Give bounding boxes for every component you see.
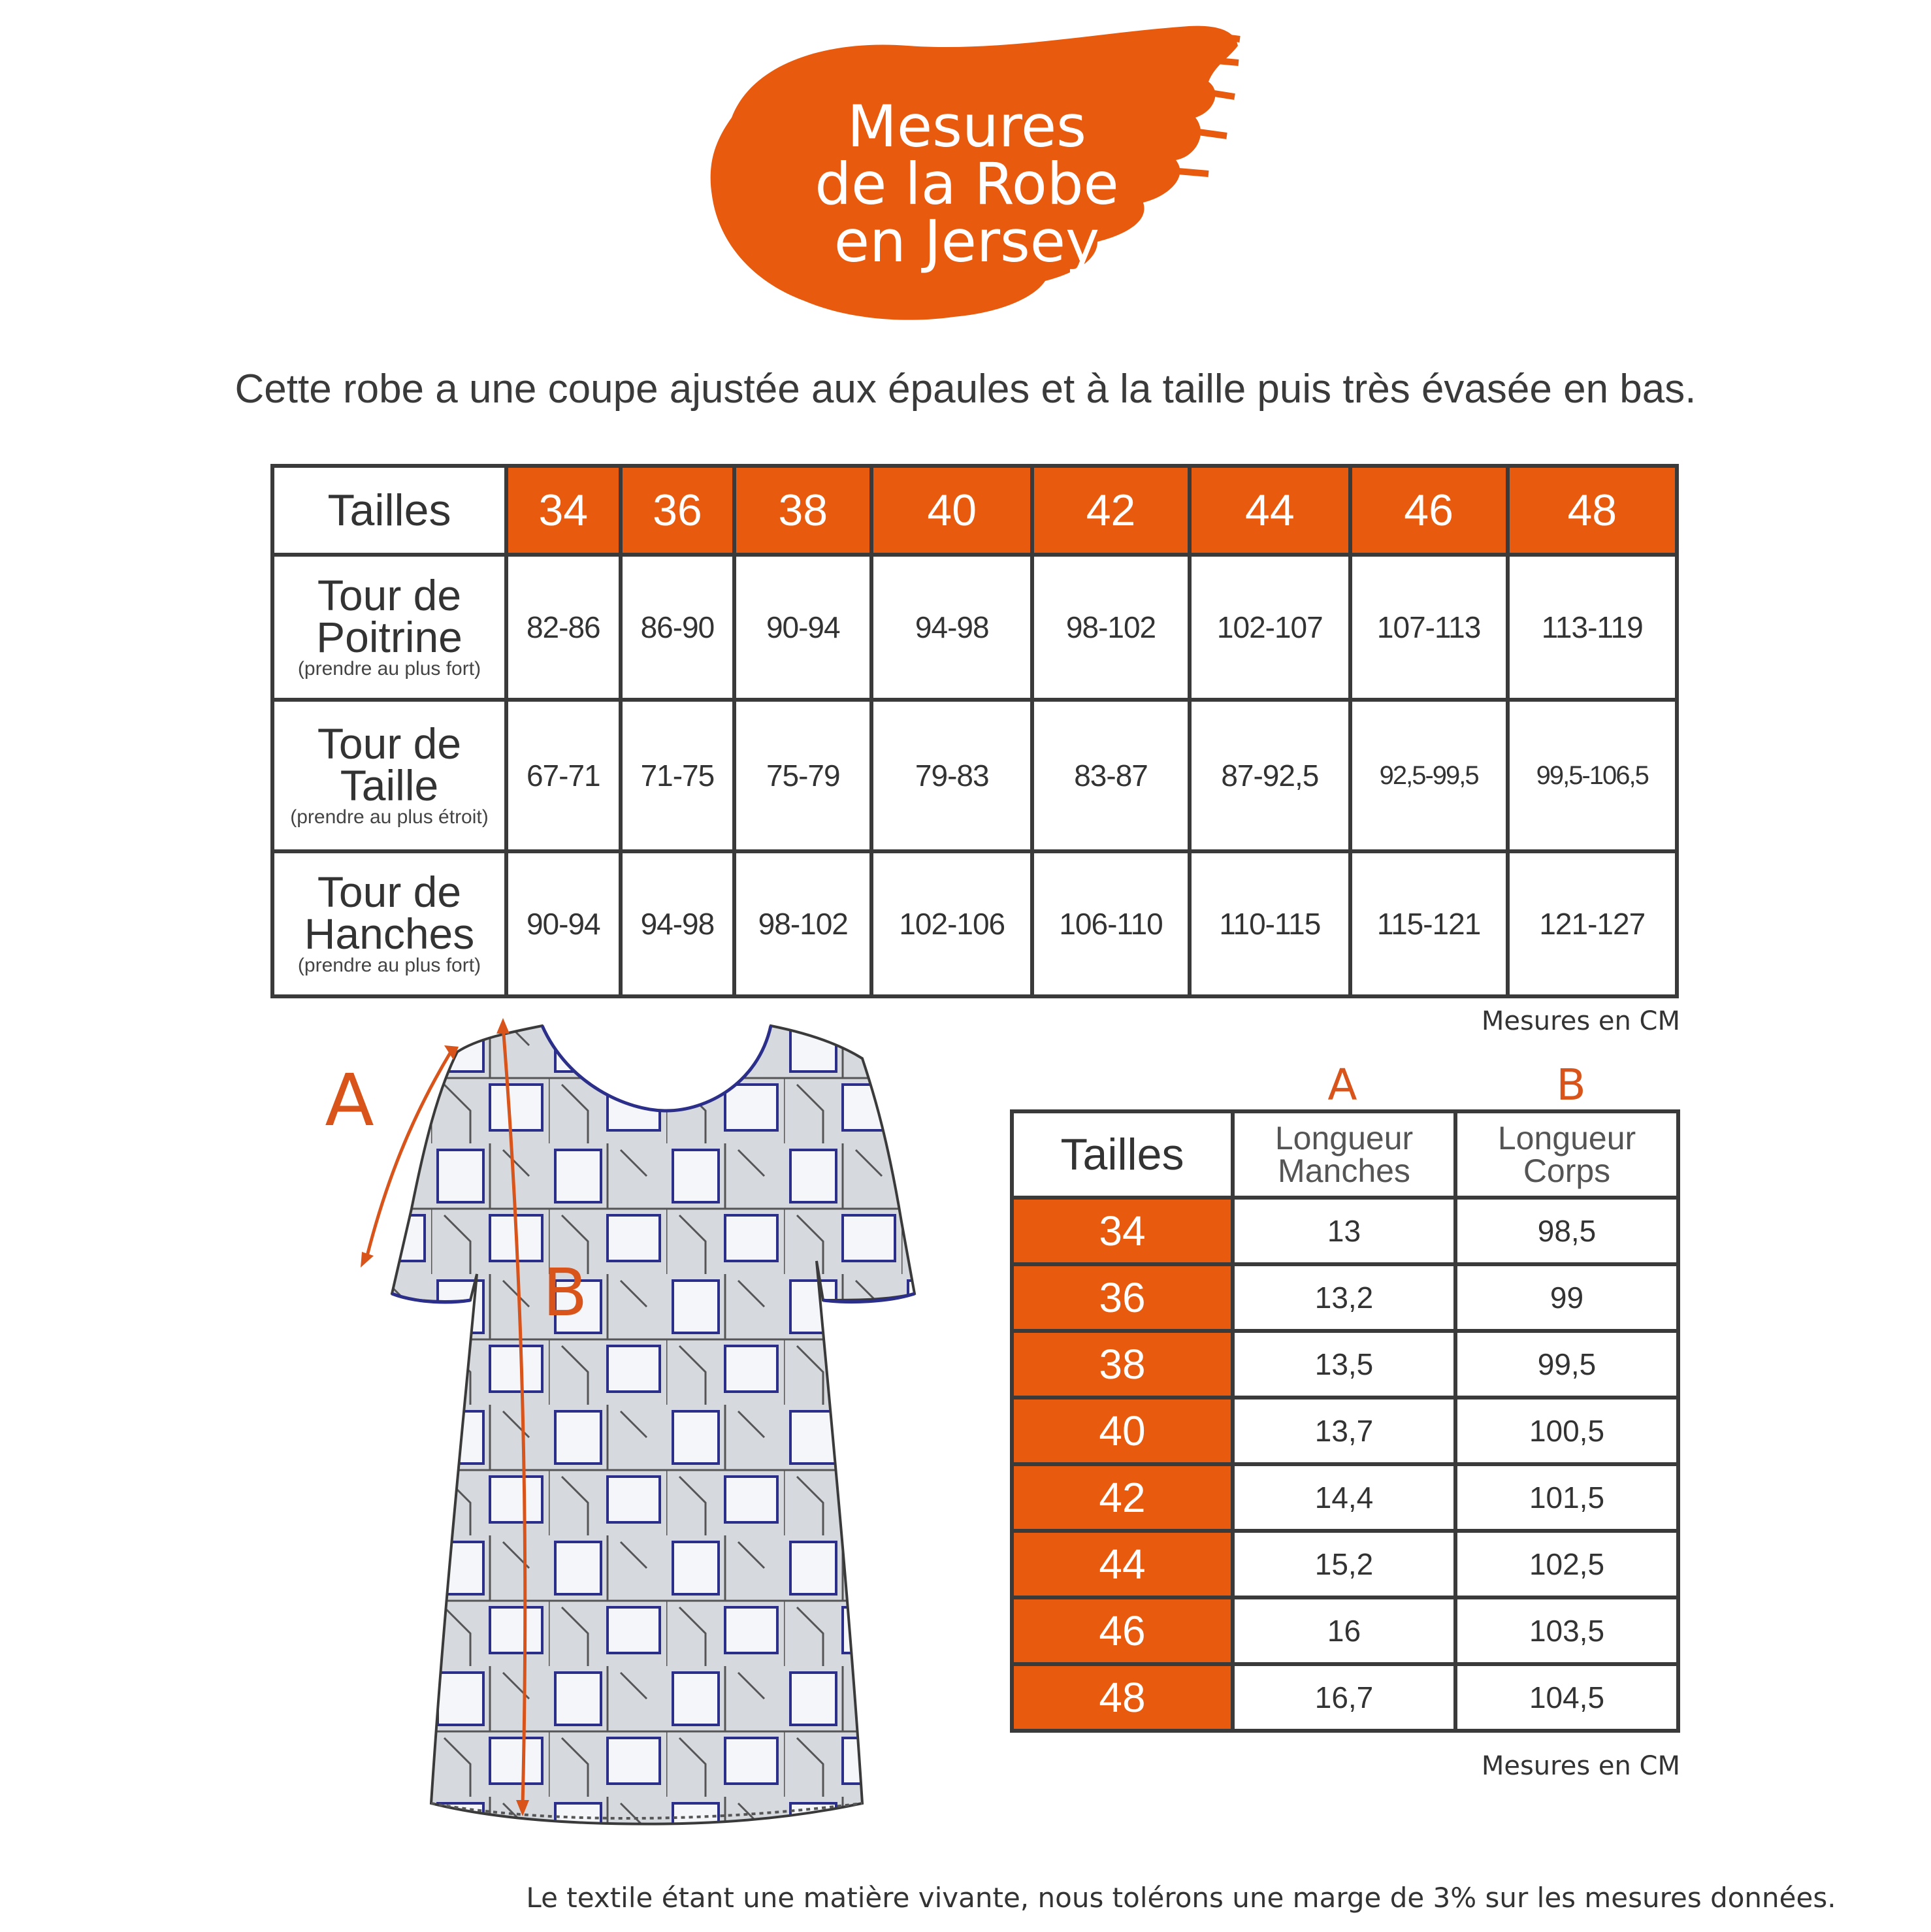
size-cell: 42 [1012, 1464, 1233, 1531]
row-label [272, 851, 506, 996]
column-letter-a: A [1327, 1060, 1357, 1110]
table-cell: 16 [1233, 1597, 1455, 1664]
table-cell: 103,5 [1455, 1597, 1678, 1664]
table-cell: 94-98 [621, 851, 735, 996]
header-size: 36 [621, 466, 735, 555]
table-cell: 13,7 [1233, 1398, 1455, 1464]
table-cell: 98,5 [1455, 1198, 1678, 1264]
row-label [272, 700, 506, 851]
table-cell: 115-121 [1350, 851, 1508, 996]
table-cell: 98-102 [734, 851, 871, 996]
table-cell: 113-119 [1508, 555, 1677, 700]
row-label-line: Taille [340, 761, 439, 810]
description-text: Cette robe a une coupe ajustée aux épaules et à la taille puis très évasée en bas. [235, 367, 1696, 412]
table-cell: 99 [1455, 1264, 1678, 1331]
size-cell: 46 [1012, 1597, 1233, 1664]
table-cell: 102,5 [1455, 1531, 1678, 1597]
table-cell: 121-127 [1508, 851, 1677, 996]
unit-note: Mesures en CM [1481, 1006, 1680, 1036]
header-label: Tailles [272, 466, 506, 555]
table-cell: 102-107 [1190, 555, 1350, 700]
row-label-line: Tour de [317, 571, 462, 619]
table-row [1012, 1531, 1678, 1597]
table-row [1012, 1398, 1678, 1464]
table-row [272, 700, 1677, 851]
header-size: 42 [1032, 466, 1190, 555]
header-line: Longueur [1274, 1120, 1414, 1156]
header-body-length [1455, 1111, 1678, 1198]
diagram-label-a: A [325, 1058, 374, 1142]
row-label-line: Tour de [317, 868, 462, 916]
row-label-line: Poitrine [316, 613, 462, 661]
table-header-row [272, 466, 1677, 555]
table-row [1012, 1198, 1678, 1264]
table-cell: 110-115 [1190, 851, 1350, 996]
dress-diagram [314, 1013, 941, 1842]
header-size: 48 [1508, 466, 1677, 555]
table-cell: 99,5-106,5 [1508, 700, 1677, 851]
size-cell: 48 [1012, 1664, 1233, 1731]
title-line-3: en Jersey [834, 208, 1100, 275]
header-sleeve-length [1233, 1111, 1455, 1198]
table-cell: 82-86 [506, 555, 621, 700]
table-cell: 90-94 [506, 851, 621, 996]
header-size: 38 [734, 466, 871, 555]
length-measurement-table [1010, 1109, 1680, 1733]
table-cell: 87-92,5 [1190, 700, 1350, 851]
table-cell: 75-79 [734, 700, 871, 851]
table-row [272, 851, 1677, 996]
table-cell: 86-90 [621, 555, 735, 700]
table-cell: 99,5 [1455, 1331, 1678, 1398]
title-line-2: de la Robe [815, 150, 1119, 218]
footer-text: Le textile étant une matière vivante, nous tolérons une marge de 3% sur les mesures données. [526, 1882, 1836, 1914]
size-cell: 40 [1012, 1398, 1233, 1464]
table-row [1012, 1464, 1678, 1531]
table-row [1012, 1664, 1678, 1731]
size-cell: 36 [1012, 1264, 1233, 1331]
table-cell: 14,4 [1233, 1464, 1455, 1531]
header-line: Manches [1278, 1153, 1410, 1189]
row-label-line: Tour de [317, 719, 462, 768]
size-measurement-table [270, 464, 1679, 998]
title-line-1: Mesures [847, 93, 1086, 160]
size-cell: 34 [1012, 1198, 1233, 1264]
header-size: 40 [871, 466, 1032, 555]
unit-note: Mesures en CM [1481, 1751, 1680, 1781]
table-row [272, 555, 1677, 700]
table-cell: 102-106 [871, 851, 1032, 996]
table-cell: 67-71 [506, 700, 621, 851]
row-label [272, 555, 506, 700]
table-row [1012, 1331, 1678, 1398]
table-row [1012, 1597, 1678, 1664]
size-cell: 38 [1012, 1331, 1233, 1398]
table-cell: 71-75 [621, 700, 735, 851]
table-cell: 15,2 [1233, 1531, 1455, 1597]
table-cell: 90-94 [734, 555, 871, 700]
table-cell: 83-87 [1032, 700, 1190, 851]
header-size: 44 [1190, 466, 1350, 555]
table-cell: 98-102 [1032, 555, 1190, 700]
footer-note [0, 1882, 1931, 1914]
column-letter-b: B [1556, 1060, 1586, 1110]
table-cell: 94-98 [871, 555, 1032, 700]
header-line: Longueur [1497, 1120, 1636, 1156]
diagram-label-b: B [542, 1254, 588, 1331]
header-line: Corps [1523, 1153, 1611, 1189]
row-note: (prendre au plus étroit) [290, 806, 489, 828]
row-note: (prendre au plus fort) [297, 955, 481, 976]
table-header-row [1012, 1111, 1678, 1198]
size-cell: 44 [1012, 1531, 1233, 1597]
table-cell: 13,2 [1233, 1264, 1455, 1331]
table-cell: 106-110 [1032, 851, 1190, 996]
table-cell: 16,7 [1233, 1664, 1455, 1731]
row-label-line: Hanches [304, 909, 475, 958]
table-cell: 104,5 [1455, 1664, 1678, 1731]
table-cell: 107-113 [1350, 555, 1508, 700]
header-size: 46 [1350, 466, 1508, 555]
table-cell: 79-83 [871, 700, 1032, 851]
header-size: 34 [506, 466, 621, 555]
table-cell: 100,5 [1455, 1398, 1678, 1464]
page-title [738, 93, 1195, 275]
table-cell: 101,5 [1455, 1464, 1678, 1531]
row-note: (prendre au plus fort) [297, 658, 481, 679]
table-row [1012, 1264, 1678, 1331]
table-cell: 13 [1233, 1198, 1455, 1264]
table-cell: 13,5 [1233, 1331, 1455, 1398]
table-cell: 92,5-99,5 [1350, 700, 1508, 851]
header-label: Tailles [1012, 1111, 1233, 1198]
